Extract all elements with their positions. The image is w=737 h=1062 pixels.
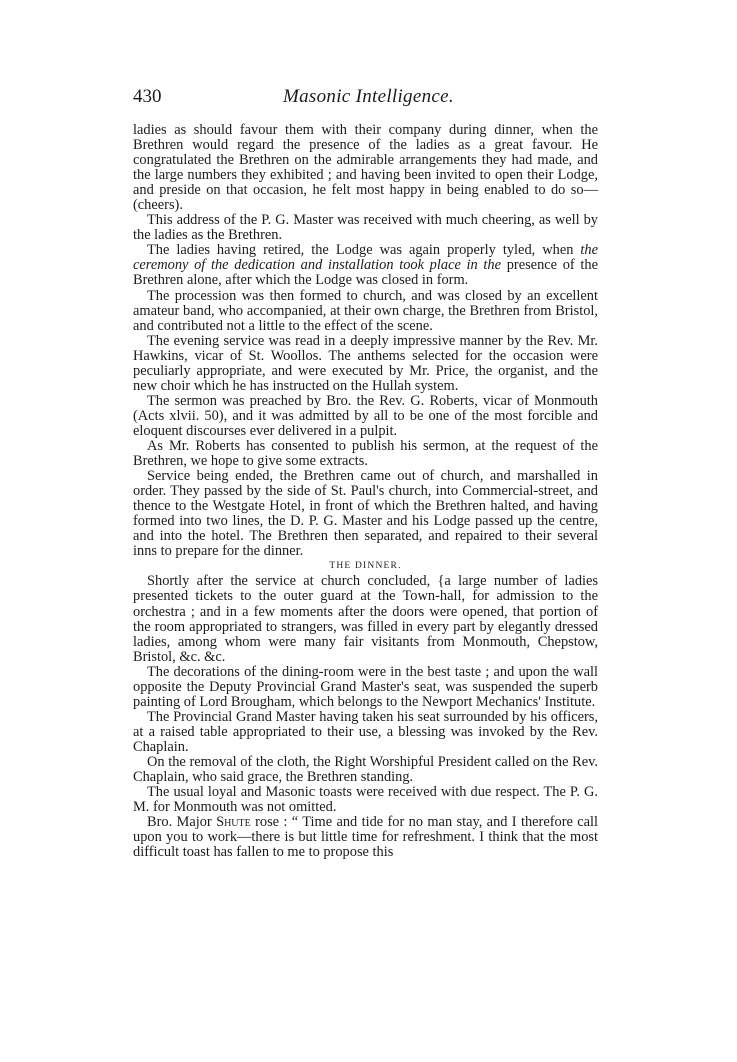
paragraph-decorations: The decorations of the dining-room were in the best taste ; and upon the wall opposite the Deputy Provincial Grand Master's seat, was suspended the superb painting of Lord Brougham, which belongs to the Newport Mechanics' Institute. bbox=[133, 663, 598, 710]
paragraph-continuation: ladies as should favour them with their company during dinner, when the Brethren would regard the presence of the ladies as a great favour. He congratulated the Brethren on the admirable arrangements they had made, and the large numbers they exhibited ; and having been invited to open their Lodge, and preside on that occasion, he felt most happy in being enabled to do so—(cheers). bbox=[133, 122, 598, 214]
paragraph-evening-service: The evening service was read in a deeply impressive manner by the Rev. Mr. Hawkins, vicar of St. Woollos. The anthems selected for the occasion were peculiarly appropriate, and were executed by Mr. Price, the organist, and the new choir which he has instructed on the Hullah system. bbox=[133, 332, 598, 394]
paragraph-dinner-ladies: Shortly after the service at church concluded, {a large number of ladies presented tickets to the outer guard at the Town-hall, for admission to the orchestra ; and in a few moments after the doors were opened, that portion of the room appropriated to strangers, was filled in every part by elegantly dressed ladies, among whom were many fair visitants from Monmouth, Chepstow, Bristol, &c. &c. bbox=[133, 573, 598, 665]
paragraph-sermon: The sermon was preached by Bro. the Rev. G. Roberts, vicar of Monmouth (Acts xlvii. 50), and it was admitted by all to be one of the most forcible and eloquent discourses ever delivered in a pulpit. bbox=[133, 392, 598, 439]
small-caps-name: Shute bbox=[216, 814, 251, 831]
paragraph-lodge-tyled bbox=[133, 243, 598, 288]
paragraph-removal-of-cloth: On the removal of the cloth, the Right Worshipful President called on the Rev. Chaplain, who said grace, the Brethren standing. bbox=[133, 753, 598, 786]
page-number: 430 bbox=[133, 86, 162, 107]
paragraph-publish-sermon: As Mr. Roberts has consented to publish his sermon, at the request of the Brethren, we hope to give some extracts. bbox=[133, 437, 598, 470]
paragraph-loyal-toasts: The usual loyal and Masonic toasts were received with due respect. The P. G. M. for Monmouth was not omitted. bbox=[133, 784, 598, 816]
page-header bbox=[133, 86, 598, 112]
text-run: rose : “ Time and tide for no man stay, and I therefore call upon you to work—there is but little time for refreshment. I think that the most difficult toast has fallen to me to propose this bbox=[133, 814, 598, 861]
paragraph-address-received: This address of the P. G. Master was received with much cheering, as well by the ladies as the Brethren. bbox=[133, 212, 598, 244]
running-title: Masonic Intelligence. bbox=[283, 86, 454, 107]
section-heading-dinner: THE DINNER. bbox=[329, 561, 402, 572]
text-run: presence of the Brethren alone, after which the Lodge was closed in form. bbox=[133, 257, 598, 289]
paragraph-procession: The procession was then formed to church, and was closed by an excellent amateur band, who accompanied, at their own charge, the Brethren from Bristol, and contributed not a little to the effect of the scene. bbox=[133, 287, 598, 334]
paragraph-major-shute bbox=[133, 815, 598, 860]
article-body bbox=[133, 123, 598, 860]
text-run: Bro. Major bbox=[147, 814, 217, 831]
text-run: The ladies having retired, the Lodge was again properly tyled, when bbox=[147, 242, 581, 259]
paragraph-grand-master-seated: The Provincial Grand Master having taken his seat surrounded by his officers, at a raised table appropriated to their use, a blessing was invoked by the Rev. Chaplain. bbox=[133, 708, 598, 755]
italic-text-run: the ceremony of the dedication and installation took place in the bbox=[133, 242, 598, 274]
paragraph-service-ended: Service being ended, the Brethren came out of church, and marshalled in order. They passed by the side of St. Paul's church, into Commercial-street, and thence to the Westgate Hotel, in front of which the Brethren halted, and having formed into two lines, the D. P. G. Master and his Lodge passed up the centre, and into the hotel. The Brethren then separated, and repaired to their several inns to prepare for the dinner. bbox=[133, 468, 598, 560]
